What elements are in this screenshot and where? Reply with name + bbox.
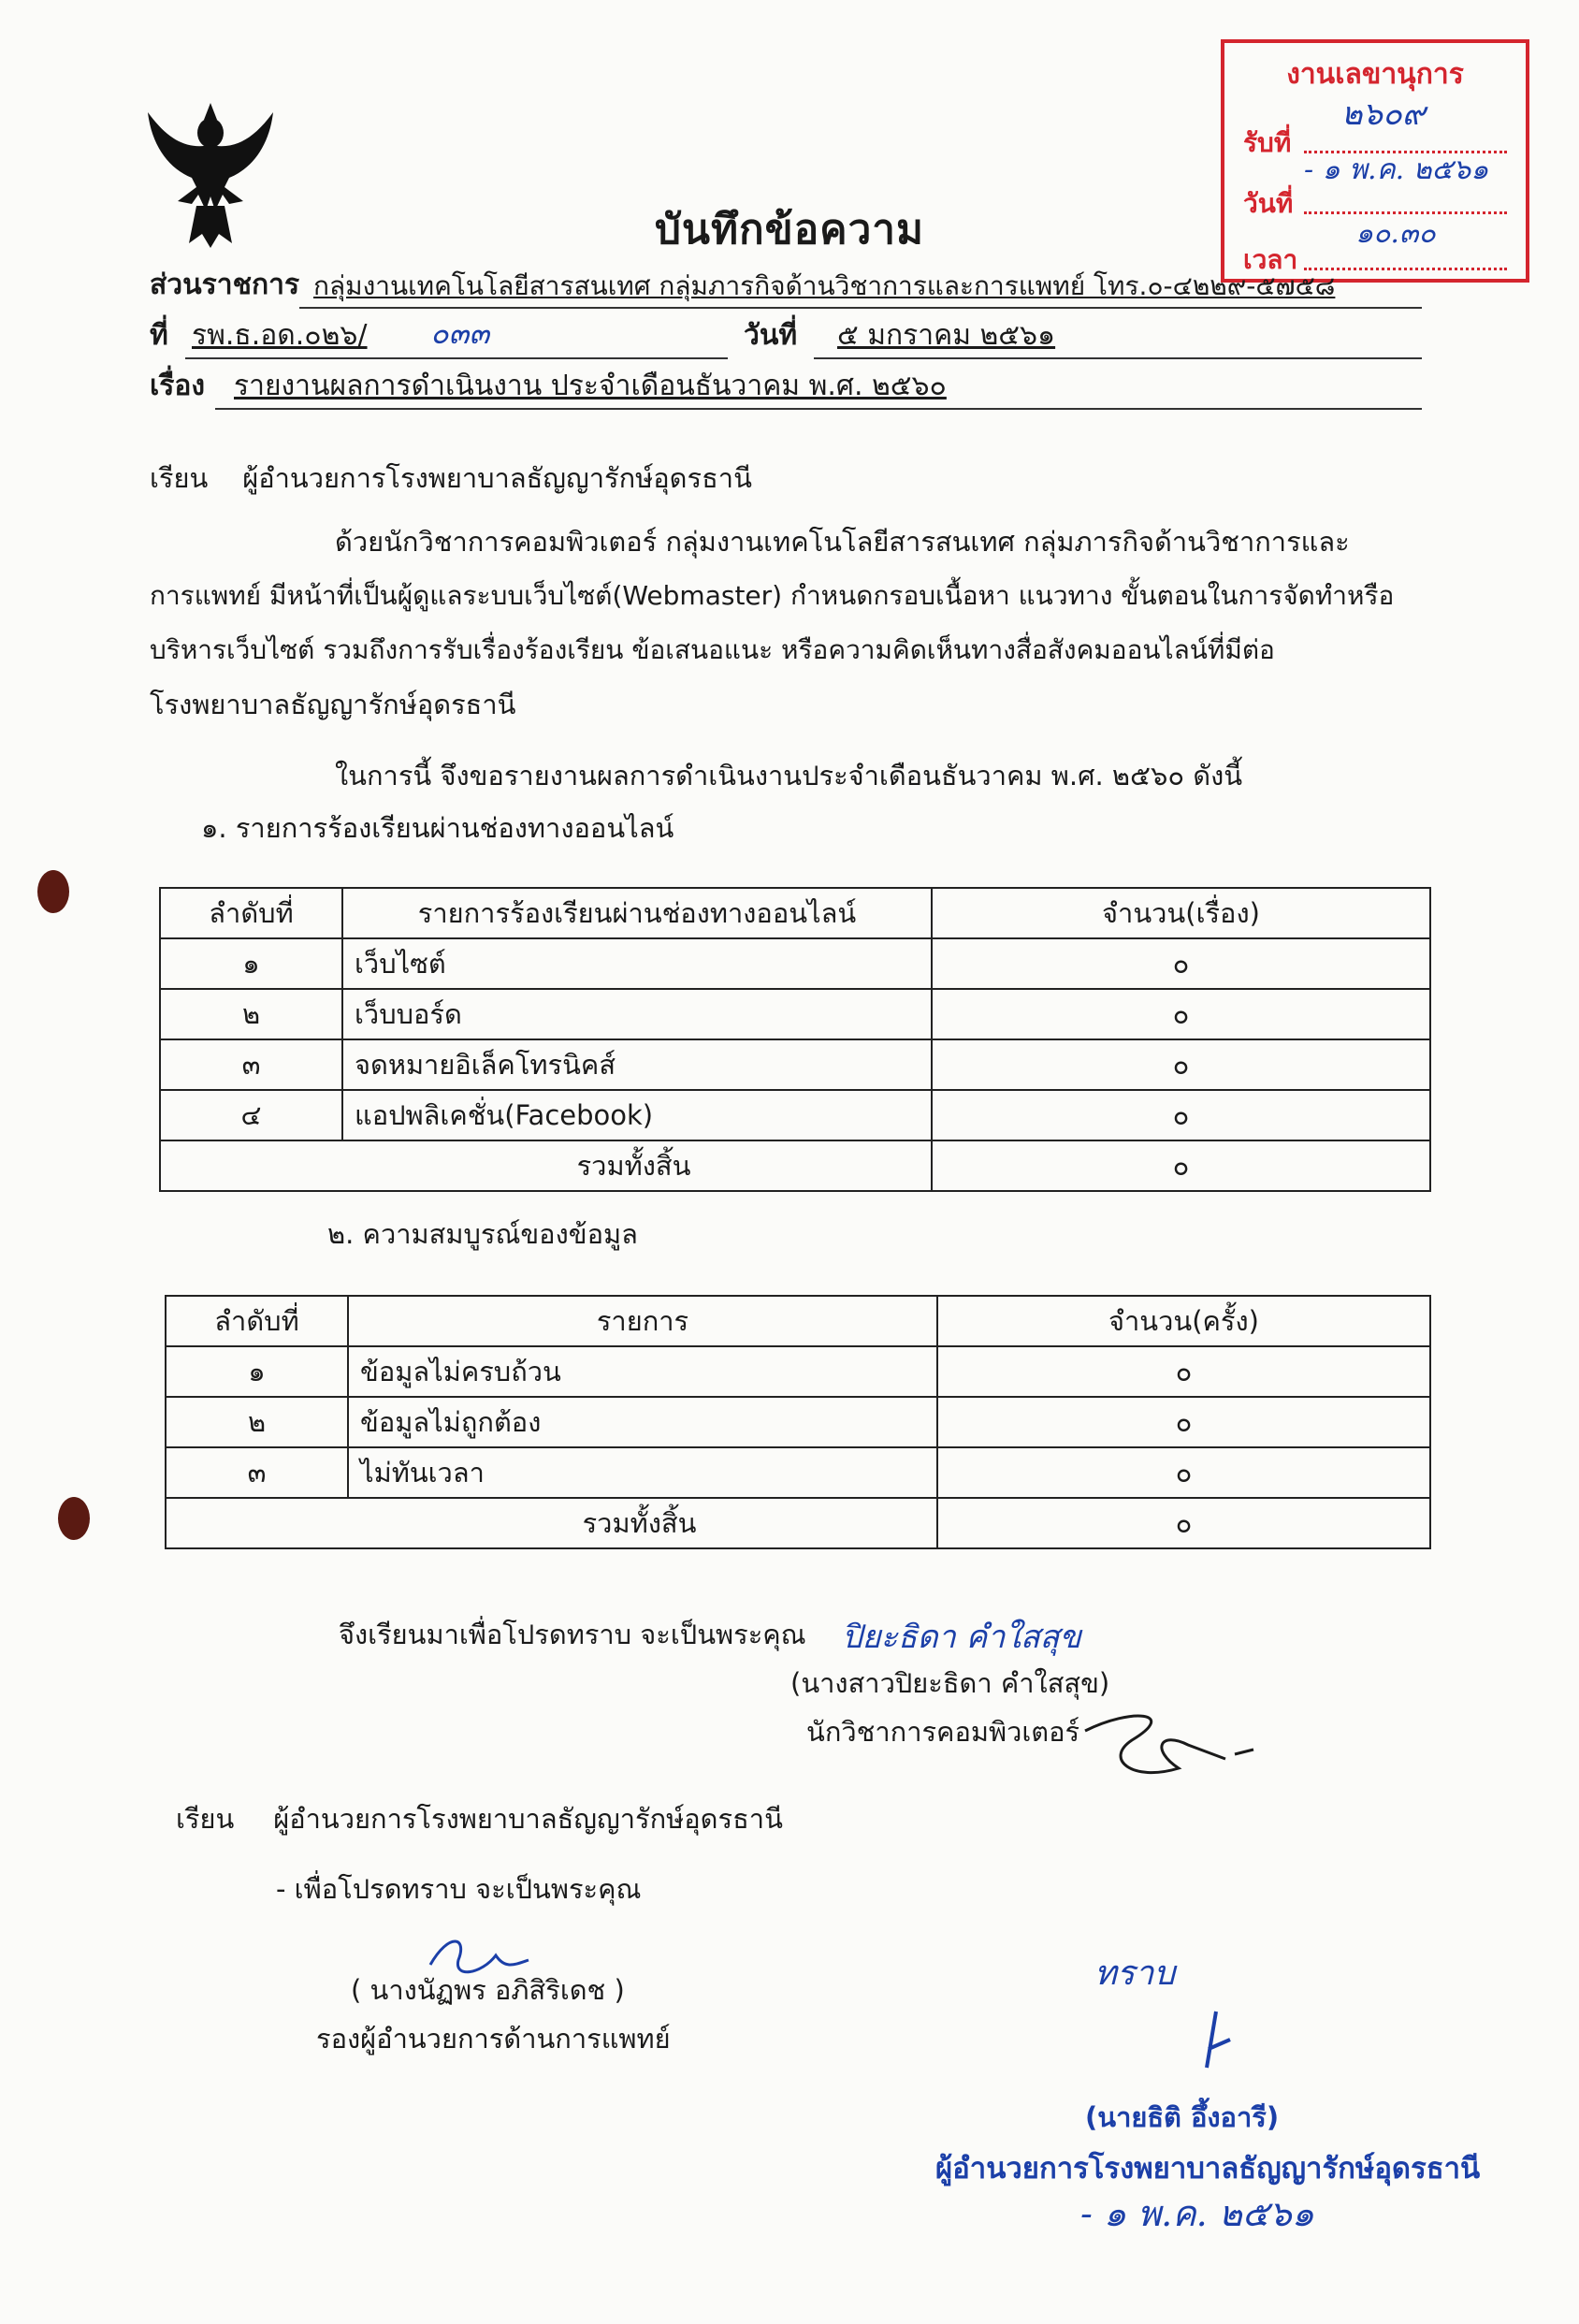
- body-line: ด้วยนักวิชาการคอมพิวเตอร์ กลุ่มงานเทคโนโลยีสารสนเทศ กลุ่มภารกิจด้านวิชาการและ: [335, 526, 1350, 558]
- director-signature-icon: [1179, 2002, 1253, 2077]
- agency-label: ส่วนราชการ: [150, 269, 300, 301]
- reference-value: รพ.ธ.อด.๐๒๖/: [192, 319, 368, 352]
- cell-no: ๑: [160, 938, 342, 989]
- cell-count: ๐: [932, 938, 1430, 989]
- salutation: [150, 451, 752, 505]
- table-row: [160, 1090, 1430, 1140]
- endorsement-recipient: ผู้อำนวยการโรงพยาบาลธัญญารักษ์อุดรธานี: [273, 1803, 783, 1835]
- body-line: โรงพยาบาลธัญญารักษ์อุดรธานี: [150, 689, 516, 720]
- stamp-time-label: เวลา: [1243, 244, 1298, 275]
- date-label: วันที่: [744, 319, 798, 352]
- endorsement-salutation: [176, 1792, 783, 1846]
- subject-row: [150, 370, 1422, 412]
- cell-no: ๓: [166, 1447, 348, 1498]
- cell-count: ๐: [937, 1397, 1430, 1447]
- salutation-label: เรียน: [150, 462, 209, 494]
- cell-item: ข้อมูลไม่ถูกต้อง: [348, 1397, 937, 1447]
- total-label: รวมทั้งสิ้น: [160, 1140, 932, 1191]
- cell-item: เว็บบอร์ด: [342, 989, 932, 1039]
- cell-count: ๐: [932, 989, 1430, 1039]
- table-row: [160, 989, 1430, 1039]
- signer-name: (นางสาวปิยะธิดา คำใสสุข): [790, 1667, 1110, 1699]
- data-quality-table: [165, 1295, 1431, 1549]
- endorsement-note: - เพื่อโปรดทราบ จะเป็นพระคุณ: [276, 1873, 642, 1905]
- cell-no: ๑: [166, 1346, 348, 1397]
- closing-text: จึงเรียนมาเพื่อโปรดทราบ จะเป็นพระคุณ: [339, 1619, 806, 1650]
- signature-handwritten: ปิยะธิดา คำใสสุข: [842, 1619, 1081, 1656]
- table-header-row: [160, 888, 1430, 938]
- endorsement-label: เรียน: [176, 1803, 235, 1835]
- punch-hole-top: [37, 870, 69, 913]
- punch-hole-bottom: [58, 1497, 90, 1540]
- cell-item: แอปพลิเคชั่น(Facebook): [342, 1090, 932, 1140]
- stamp-date-label: วันที่: [1243, 188, 1294, 219]
- cell-count: ๐: [937, 1346, 1430, 1397]
- endorsement-signer-name: ( นางนัฏพร อภิสิริเดช ): [351, 1974, 625, 2006]
- cell-item: ข้อมูลไม่ครบถ้วน: [348, 1346, 937, 1397]
- director-acknowledged: ทราบ: [1094, 1954, 1176, 1993]
- stamp-receive-value: ๒๖๐๙: [1341, 95, 1426, 133]
- cell-count: ๐: [932, 1039, 1430, 1090]
- table-row: [160, 1039, 1430, 1090]
- signature-scribble-icon: [1076, 1703, 1282, 1787]
- director-date: - ๑ พ.ค. ๒๕๖๑: [1080, 2193, 1314, 2234]
- cell-no: ๒: [166, 1397, 348, 1447]
- table-row: [166, 1447, 1430, 1498]
- total-value: ๐: [937, 1498, 1430, 1548]
- cell-item: ไม่ทันเวลา: [348, 1447, 937, 1498]
- date-value: ๕ มกราคม ๒๕๖๑: [837, 319, 1056, 352]
- reference-row: [150, 315, 1422, 361]
- total-label: รวมทั้งสิ้น: [166, 1498, 937, 1548]
- subject-label: เรื่อง: [150, 370, 206, 402]
- receiving-stamp: [1221, 39, 1529, 283]
- cell-item: เว็บไซต์: [342, 938, 932, 989]
- signer-position: นักวิชาการคอมพิวเตอร์: [806, 1716, 1080, 1748]
- director-name: (นายธิติ อึ้งอารี): [1085, 2101, 1280, 2133]
- reference-handwritten: ๐๓๓: [430, 315, 490, 351]
- reference-label: ที่: [150, 319, 168, 352]
- total-value: ๐: [932, 1140, 1430, 1191]
- cell-no: ๔: [160, 1090, 342, 1140]
- body-line: การแพทย์ มีหน้าที่เป็นผู้ดูแลระบบเว็บไซต์(Webmaster) กำหนดกรอบเนื้อหา แนวทาง ขั้นตอนในการจัดทำหรือ: [150, 580, 1395, 611]
- table-row: [166, 1346, 1430, 1397]
- stamp-title: งานเลขานุการ: [1286, 58, 1464, 91]
- col-header-count: จำนวน(ครั้ง): [937, 1296, 1430, 1346]
- endorsement-signer-position: รองผู้อำนวยการด้านการแพทย์: [316, 2023, 671, 2055]
- salutation-recipient: ผู้อำนวยการโรงพยาบาลธัญญารักษ์อุดรธานี: [242, 462, 752, 494]
- col-header-no: ลำดับที่: [160, 888, 342, 938]
- complaints-table: [159, 887, 1431, 1192]
- section1-heading: ๑. รายการร้องเรียนผ่านช่องทางออนไลน์: [201, 812, 674, 844]
- agency-value: กลุ่มงานเทคโนโลยีสารสนเทศ กลุ่มภารกิจด้านวิชาการและการแพทย์ โทร.๐-๔๒๒๙-๕๗๕๘: [313, 270, 1336, 301]
- document-title: บันทึกข้อความ: [654, 206, 924, 254]
- stamp-receive-label: รับที่: [1243, 127, 1292, 158]
- table-total-row: [166, 1498, 1430, 1548]
- director-position: ผู้อำนวยการโรงพยาบาลธัญญารักษ์อุดรธานี: [935, 2152, 1481, 2186]
- subject-value: รายงานผลการดำเนินงาน ประจำเดือนธันวาคม พ.ศ. ๒๕๖๐: [234, 370, 947, 402]
- table-total-row: [160, 1140, 1430, 1191]
- col-header-count: จำนวน(เรื่อง): [932, 888, 1430, 938]
- body-paragraph-2: ในการนี้ จึงขอรายงานผลการดำเนินงานประจำเดือนธันวาคม พ.ศ. ๒๕๖๐ ดังนี้: [335, 760, 1243, 792]
- stamp-date-value: - ๑ พ.ค. ๒๕๖๑: [1304, 153, 1489, 186]
- cell-no: ๓: [160, 1039, 342, 1090]
- section2-heading: ๒. ความสมบูรณ์ของข้อมูล: [327, 1218, 638, 1250]
- stamp-time-value: ๑๐.๓๐: [1355, 217, 1436, 250]
- cell-count: ๐: [932, 1090, 1430, 1140]
- table-header-row: [166, 1296, 1430, 1346]
- cell-count: ๐: [937, 1447, 1430, 1498]
- cell-no: ๒: [160, 989, 342, 1039]
- table-row: [166, 1397, 1430, 1447]
- cell-item: จดหมายอิเล็คโทรนิคส์: [342, 1039, 932, 1090]
- body-line: บริหารเว็บไซต์ รวมถึงการรับเรื่องร้องเรียน ข้อเสนอแนะ หรือความคิดเห็นทางสื่อสังคมออนไลน์ที่มีต่อ: [150, 634, 1275, 665]
- col-header-item: รายการ: [348, 1296, 937, 1346]
- col-header-item: รายการร้องเรียนผ่านช่องทางออนไลน์: [342, 888, 932, 938]
- table-row: [160, 938, 1430, 989]
- col-header-no: ลำดับที่: [166, 1296, 348, 1346]
- agency-row: [150, 269, 1422, 311]
